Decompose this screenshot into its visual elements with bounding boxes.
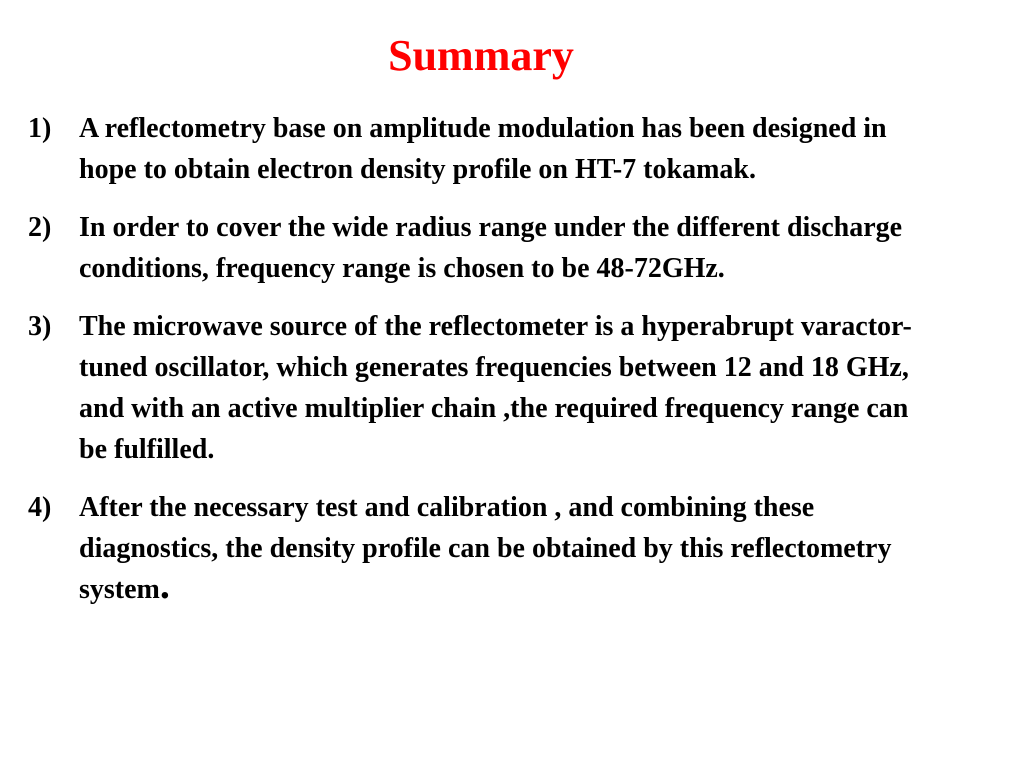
list-item <box>28 207 928 289</box>
item-number: 2) <box>28 212 52 243</box>
item-number: 4) <box>28 492 52 523</box>
summary-list <box>28 108 928 627</box>
item-text: A reflectometry base on amplitude modulation has been designed in hope to obtain electron density profile on HT-7 tokamak. <box>79 113 887 185</box>
item-end-period: . <box>159 562 170 607</box>
item-text: The microwave source of the reflectometer is a hyperabrupt varactor-tuned oscillator, which generates frequencies between 12 and 18 GHz, and with an active multiplier chain ,the required frequency range can be fulfilled. <box>79 311 912 465</box>
list-item <box>28 306 928 470</box>
item-text-body: After the necessary test and calibration , and combining these diagnostics, the density profile can be obtained by this reflectometry system <box>79 492 892 605</box>
slide-title: Summary <box>388 31 574 80</box>
item-number: 1) <box>28 113 52 144</box>
item-text: In order to cover the wide radius range under the different discharge conditions, frequency range is chosen to be 48-72GHz. <box>79 212 903 284</box>
item-text <box>79 487 928 610</box>
list-item <box>28 487 928 610</box>
item-number: 3) <box>28 311 52 342</box>
list-item <box>28 108 928 190</box>
